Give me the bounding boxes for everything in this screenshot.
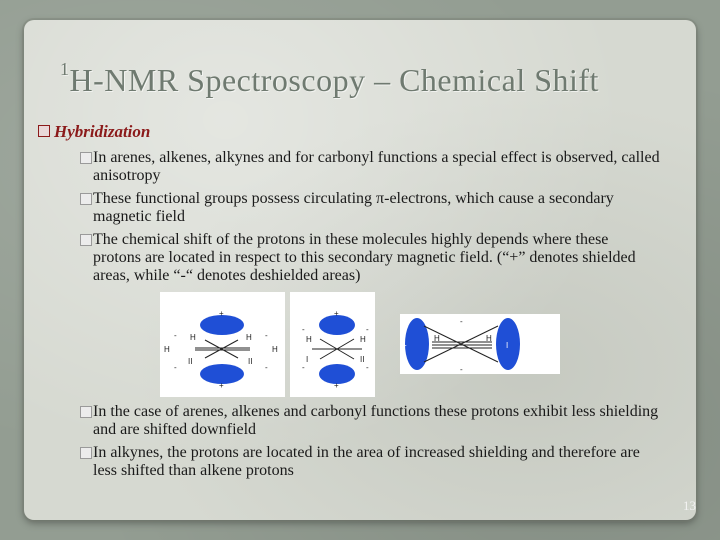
- anisotropy-diagram: [160, 292, 560, 397]
- atom-h: H: [246, 333, 252, 342]
- bullet-box-icon: [38, 125, 50, 137]
- bullet-text: In arenes, alkenes, alkynes and for carbonyl functions a special effect is observed, called anisotropy: [93, 149, 660, 184]
- title-superscript: 1: [60, 59, 70, 80]
- lone-pair-label: II: [188, 357, 193, 366]
- bullet-anisotropy: [80, 149, 660, 185]
- heading-text: Hybridization: [54, 122, 151, 141]
- slide-title: [60, 59, 680, 99]
- bullet-box-icon: [80, 406, 92, 418]
- minus-label: -: [366, 363, 369, 372]
- bullet-chemical-shift: [80, 231, 660, 285]
- plus-label: +: [334, 309, 339, 318]
- minus-label: -: [302, 325, 305, 334]
- bullet-box-icon: [80, 152, 92, 164]
- alkyne-diagram: [400, 314, 560, 374]
- minus-label: -: [174, 363, 177, 372]
- minus-label: -: [366, 325, 369, 334]
- bullet-pi-electrons: [80, 190, 660, 226]
- atom-h: H: [306, 335, 312, 344]
- bullet-arenes-downfield: [80, 403, 660, 439]
- pi-lobe-top: [319, 315, 355, 335]
- plus-label: +: [402, 341, 407, 350]
- bullet-text: In alkynes, the protons are located in the area of increased shielding and therefore are less shifted than alkene protons: [93, 444, 640, 479]
- atom-h: H: [190, 333, 196, 342]
- minus-label: -: [460, 365, 463, 374]
- minus-label: -: [174, 331, 177, 340]
- atom-i: I: [506, 341, 509, 350]
- minus-label: -: [460, 317, 463, 326]
- bullet-text: These functional groups possess circulating π-electrons, which cause a secondary magnetic field: [93, 190, 614, 225]
- bullet-box-icon: [80, 193, 92, 205]
- minus-label: -: [265, 363, 268, 372]
- benzene-diagram: [160, 292, 285, 397]
- bullet-text: In the case of arenes, alkenes and carbonyl functions these protons exhibit less shielding and are shifted downfield: [93, 403, 659, 438]
- atom-h: H: [164, 345, 170, 354]
- heading-hybridization: [38, 122, 150, 142]
- plus-label: +: [219, 381, 224, 390]
- lone-pair-label: II: [360, 355, 365, 364]
- anisotropy-diagram-svg: [160, 292, 560, 397]
- alkene-diagram: [290, 292, 375, 397]
- bullet-text: The chemical shift of the protons in these molecules highly depends where these protons are located in respect to this secondary magnetic field. (“+” denotes shielded areas, while “-“ denotes deshielded areas): [93, 231, 636, 284]
- plus-label: +: [219, 309, 224, 318]
- minus-label: -: [302, 363, 305, 372]
- minus-label: -: [265, 331, 268, 340]
- atom-i: I: [306, 355, 309, 364]
- page-number: 13: [683, 498, 696, 513]
- atom-h: H: [360, 335, 366, 344]
- title-text: H-NMR Spectroscopy – Chemical Shift: [69, 62, 599, 98]
- atom-h: H: [486, 334, 492, 343]
- plus-label: +: [334, 381, 339, 390]
- atom-h: H: [272, 345, 278, 354]
- pi-lobe-left: [405, 318, 429, 370]
- bullet-box-icon: [80, 447, 92, 459]
- bullet-box-icon: [80, 234, 92, 246]
- atom-h: H: [434, 334, 440, 343]
- lone-pair-label: II: [248, 357, 253, 366]
- pi-lobe-top: [200, 315, 244, 335]
- bullet-alkynes-shielding: [80, 444, 660, 480]
